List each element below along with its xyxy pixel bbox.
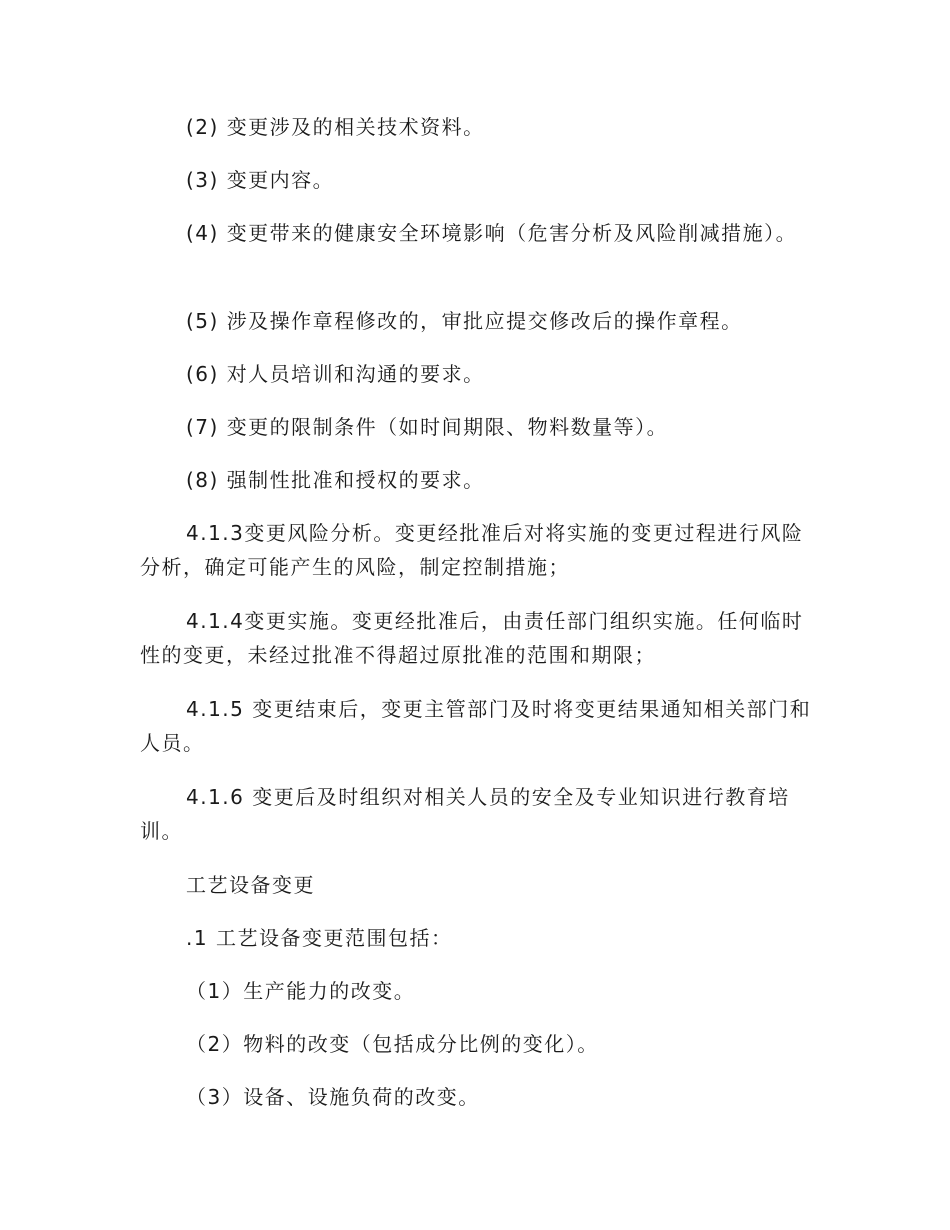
- list-item-3: (3) 变更内容。: [186, 168, 335, 192]
- section-4-1-4: 4.1.4变更实施。变更经批准后，由责任部门组织实施。任何临时性的变更，未经过批准不得超过原批准的范围和期限；: [140, 609, 804, 667]
- list-item-8: (8) 强制性批准和授权的要求。: [186, 468, 485, 492]
- section-4-1-3: 4.1.3变更风险分析。变更经批准后对将实施的变更过程进行风险分析，确定可能产生的风险，制定控制措施；: [140, 521, 804, 579]
- list-item-5: (5) 涉及操作章程修改的，审批应提交修改后的操作章程。: [186, 309, 743, 333]
- list-item-6: (6) 对人员培训和沟通的要求。: [186, 362, 485, 386]
- list-item-7: (7) 变更的限制条件（如时间期限、物料数量等）。: [186, 415, 669, 439]
- list-item-2: (2) 变更涉及的相关技术资料。: [186, 115, 485, 139]
- section-heading: 工艺设备变更: [186, 873, 315, 897]
- scope-intro: .1 工艺设备变更范围包括：: [186, 926, 453, 950]
- list-item-4: (4) 变更带来的健康安全环境影响（危害分析及风险削减措施）。: [186, 221, 798, 245]
- section-4-1-6: 4.1.6 变更后及时组织对相关人员的安全及专业知识进行教育培训。: [140, 785, 790, 843]
- scope-item-2: （2）物料的改变（包括成分比例的变化）。: [186, 1032, 599, 1056]
- scope-item-1: （1）生产能力的改变。: [186, 979, 416, 1003]
- scope-item-3: （3）设备、设施负荷的改变。: [186, 1085, 480, 1109]
- section-4-1-5: 4.1.5 变更结束后，变更主管部门及时将变更结果通知相关部门和人员。: [140, 697, 812, 755]
